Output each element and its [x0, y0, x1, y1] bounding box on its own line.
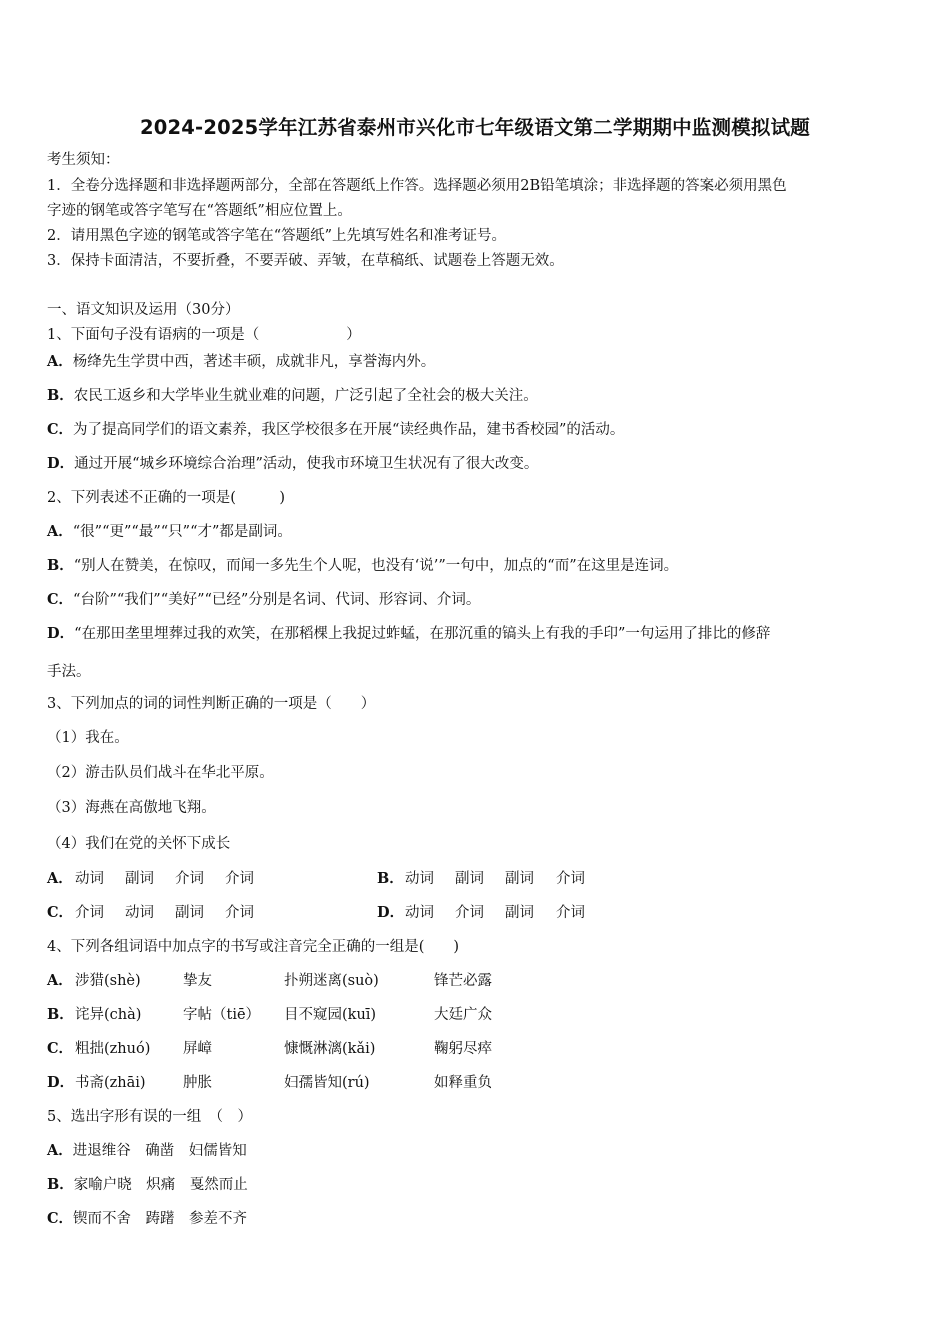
- option-label: B．: [47, 1176, 74, 1193]
- q3-d-word-1: 动词: [405, 905, 434, 921]
- q3-sentence-3: （3）海燕在高傲地飞翔。: [47, 800, 216, 816]
- q2-option-d-cont: 手法。: [47, 664, 91, 680]
- option-text: “很”“更”“最”“只”“才”都是副词。: [72, 524, 292, 540]
- q2-stem: 2、下列表述不正确的一项是( ): [47, 490, 286, 506]
- q3-sentence-2: （2）游击队员们战斗在华北平原。: [47, 765, 274, 781]
- option-text: “别人在赞美，在惊叹，而闻一多先生个人呢，也没有‘说’”一句中，加点的“而”在这里是连词。: [73, 558, 679, 574]
- option-text: “台阶”“我们”“美好”“已经”分别是名词、代词、形容词、介词。: [73, 592, 481, 608]
- q4-row-a-label: A．: [47, 972, 73, 989]
- q4-row-d-label: D．: [47, 1074, 75, 1091]
- q3-a-word-1: 动词: [75, 871, 104, 887]
- q2-option-d: [47, 624, 770, 644]
- option-label: A．: [47, 523, 73, 540]
- option-text: 家喻户晓 炽痛 戛然而止: [73, 1177, 248, 1193]
- q5-stem: 5、选出字形有误的一组 （ ）: [47, 1109, 252, 1125]
- notice-heading: 考生须知：: [47, 152, 120, 168]
- option-label: C．: [47, 591, 74, 608]
- q1-option-b: [47, 386, 538, 406]
- q3-d-word-2: 介词: [455, 905, 484, 921]
- q3-a-word-4: 介词: [225, 871, 254, 887]
- q3-stem: 3、下列加点的词的词性判断正确的一项是（ ）: [47, 696, 376, 712]
- option-text: 农民工返乡和大学毕业生就业难的问题，广泛引起了全社会的极大关注。: [73, 388, 538, 404]
- q4-a-word-1: 涉猎(shè): [75, 973, 141, 989]
- option-label: D．: [47, 625, 75, 642]
- q5-option-b: [47, 1175, 248, 1195]
- q3-c-word-1: 介词: [75, 905, 104, 921]
- q4-b-word-1: 诧异(chà): [75, 1007, 142, 1023]
- section-heading: 一、语文知识及运用（30分）: [47, 302, 240, 318]
- notice-line-2: 2．请用黑色字迹的钢笔或答字笔在“答题纸”上先填写姓名和准考证号。: [47, 228, 507, 244]
- option-label: C．: [47, 1210, 74, 1227]
- q1-stem: 1、下面句子没有语病的一项是（ ）: [47, 327, 361, 343]
- q3-d-word-3: 副词: [505, 905, 534, 921]
- q1-option-c: [47, 420, 624, 440]
- option-label: C．: [47, 421, 74, 438]
- option-label: B．: [47, 387, 74, 404]
- q4-b-word-3: 目不窥园(kuī): [284, 1007, 377, 1023]
- q3-c-word-4: 介词: [225, 905, 254, 921]
- q4-d-word-4: 如释重负: [434, 1075, 492, 1091]
- q4-a-word-2: 挚友: [183, 973, 212, 989]
- q5-option-a: [47, 1141, 247, 1161]
- q4-d-word-3: 妇孺皆知(rú): [284, 1075, 370, 1091]
- q3-b-word-1: 动词: [405, 871, 434, 887]
- option-text: 锲而不舍 踌躇 参差不齐: [73, 1211, 248, 1227]
- option-text: “在那田垄里埋葬过我的欢笑，在那稻棵上我捉过蚱蜢，在那沉重的镐头上有我的手印”一句运用了排比的修辞: [74, 626, 771, 642]
- q3-option-b-label: B．: [377, 870, 404, 887]
- q4-stem: 4、下列各组词语中加点字的书写或注音完全正确的一组是( ): [47, 939, 460, 955]
- page-title: 2024-2025学年江苏省泰州市兴化市七年级语文第二学期期中监测模拟试题: [139, 116, 811, 139]
- q4-row-c-label: C．: [47, 1040, 74, 1057]
- q3-option-d-label: D．: [377, 904, 405, 921]
- q3-option-c-label: C．: [47, 904, 74, 921]
- q4-row-b-label: B．: [47, 1006, 74, 1023]
- q3-b-word-3: 副词: [505, 871, 534, 887]
- option-label: A．: [47, 353, 73, 370]
- q4-d-word-2: 肿胀: [183, 1075, 212, 1091]
- q2-option-a: [47, 522, 292, 542]
- notice-line-1b: 字迹的钢笔或答字笔写在“答题纸”相应位置上。: [47, 203, 352, 219]
- q3-c-word-2: 动词: [125, 905, 154, 921]
- q4-d-word-1: 书斋(zhāi): [75, 1075, 146, 1091]
- notice-line-3: 3．保持卡面清洁，不要折叠，不要弄破、弄皱，在草稿纸、试题卷上答题无效。: [47, 253, 564, 269]
- option-text: 为了提高同学们的语文素养，我区学校很多在开展“读经典作品，建书香校园”的活动。: [73, 422, 625, 438]
- q3-a-word-2: 副词: [125, 871, 154, 887]
- option-text: 进退维谷 确凿 妇儒皆知: [72, 1143, 247, 1159]
- q4-a-word-3: 扑朔迷离(suò): [284, 973, 379, 989]
- q3-d-word-4: 介词: [556, 905, 585, 921]
- q5-option-c: [47, 1209, 247, 1229]
- q4-c-word-1: 粗拙(zhuó): [75, 1041, 151, 1057]
- q3-b-word-2: 副词: [455, 871, 484, 887]
- option-label: A．: [47, 1142, 73, 1159]
- q2-option-b: [47, 556, 678, 576]
- option-label: B．: [47, 557, 74, 574]
- q3-sentence-1: （1）我在。: [47, 730, 129, 746]
- q2-option-c: [47, 590, 480, 610]
- q3-option-a-label: A．: [47, 870, 73, 887]
- q4-c-word-4: 鞠躬尽瘁: [434, 1041, 492, 1057]
- q3-c-word-3: 副词: [175, 905, 204, 921]
- q4-a-word-4: 锋芒必露: [434, 973, 492, 989]
- option-label: D．: [47, 455, 75, 472]
- q1-option-a: [47, 352, 435, 372]
- q3-a-word-3: 介词: [175, 871, 204, 887]
- q1-option-d: [47, 454, 538, 474]
- q4-c-word-2: 屏嶂: [183, 1041, 212, 1057]
- q4-c-word-3: 慷慨淋漓(kǎi): [284, 1041, 376, 1057]
- option-text: 通过开展“城乡环境综合治理”活动，使我市环境卫生状况有了很大改变。: [74, 456, 539, 472]
- q4-b-word-2: 字帖（tiē）: [183, 1007, 261, 1023]
- notice-line-1a: 1．全卷分选择题和非选择题两部分，全部在答题纸上作答。选择题必须用2B铅笔填涂；非选择题的答案必须用黑色: [47, 178, 787, 194]
- q3-sentence-4: （4）我们在党的关怀下成长: [47, 836, 231, 852]
- q4-b-word-4: 大廷广众: [434, 1007, 492, 1023]
- option-text: 杨绛先生学贯中西，著述丰硕，成就非凡，享誉海内外。: [72, 354, 436, 370]
- q3-b-word-4: 介词: [556, 871, 585, 887]
